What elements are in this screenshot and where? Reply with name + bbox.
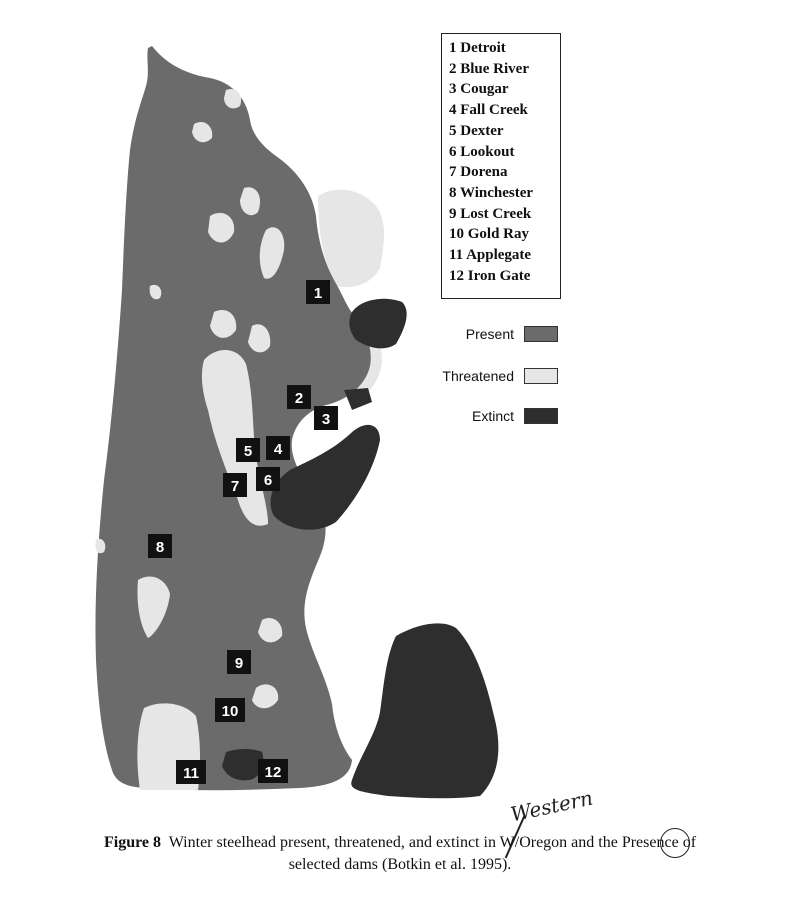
dam-list-item: 9 Lost Creek — [449, 205, 532, 222]
dam-marker-label: 9 — [234, 655, 244, 672]
dam-marker-label: 8 — [155, 539, 165, 556]
dam-list-item: 10 Gold Ray — [449, 226, 530, 243]
legend-present-swatch — [524, 326, 558, 342]
dam-marker-1 — [306, 280, 330, 304]
dam-list-item: 4 Fall Creek — [449, 102, 528, 119]
caption-line-2: selected dams (Botkin et al. 1995). — [288, 856, 512, 873]
dam-marker-label: 6 — [263, 472, 273, 489]
extinct-region-south — [351, 623, 498, 798]
dam-marker-label: 4 — [273, 441, 283, 458]
dam-list-item: 3 Cougar — [449, 81, 509, 98]
extinct-region-middle — [344, 388, 372, 410]
dam-list-item: 8 Winchester — [449, 184, 534, 201]
dam-marker-9 — [227, 650, 251, 674]
legend-threatened — [404, 368, 558, 384]
dam-marker-label: 1 — [313, 285, 323, 302]
legend-threatened-label: Threatened — [442, 368, 514, 384]
dam-list-item: 7 Dorena — [449, 164, 508, 181]
dam-marker-7 — [223, 473, 247, 497]
dam-list-item: 6 Lookout — [449, 143, 515, 160]
dam-marker-8 — [148, 534, 172, 558]
dam-marker-label: 3 — [321, 411, 331, 428]
dam-list-item: 12 Iron Gate — [449, 267, 531, 284]
legend-extinct-swatch — [524, 408, 558, 424]
caption-text-1: Winter steelhead present, threatened, and extinct in W/Oregon and the Presence of — [168, 834, 697, 851]
dam-marker-label: 7 — [230, 478, 240, 495]
dam-list-item: 1 Detroit — [449, 40, 506, 56]
dam-marker-label: 11 — [183, 765, 199, 782]
dam-marker-4 — [266, 436, 290, 460]
dam-marker-10 — [215, 698, 245, 722]
dam-marker-12 — [258, 759, 288, 783]
dam-list-item: 5 Dexter — [449, 122, 504, 139]
dam-list-item: 11 Applegate — [449, 247, 532, 264]
dam-list-item: 2 Blue River — [449, 60, 529, 77]
dam-marker-11 — [176, 760, 206, 784]
handwritten-annotation: Western — [508, 785, 595, 827]
legend-present — [404, 326, 558, 342]
dam-list-box — [441, 33, 561, 299]
dam-marker-2 — [287, 385, 311, 409]
dam-marker-label: 5 — [243, 443, 253, 460]
dam-marker-3 — [314, 406, 338, 430]
dam-marker-label: 2 — [294, 390, 304, 407]
legend-threatened-swatch — [524, 368, 558, 384]
extinct-region-upper — [349, 299, 406, 349]
legend-extinct — [404, 408, 558, 424]
dam-marker-label: 10 — [221, 703, 239, 720]
dam-marker-label: 12 — [264, 764, 282, 781]
figure-label: Figure 8 — [103, 834, 161, 851]
figure-caption — [30, 832, 770, 876]
caption-line-1 — [30, 832, 770, 854]
legend-extinct-label: Extinct — [471, 408, 514, 424]
dam-marker-6 — [256, 467, 280, 491]
dam-marker-5 — [236, 438, 260, 462]
legend-present-label: Present — [465, 326, 514, 342]
